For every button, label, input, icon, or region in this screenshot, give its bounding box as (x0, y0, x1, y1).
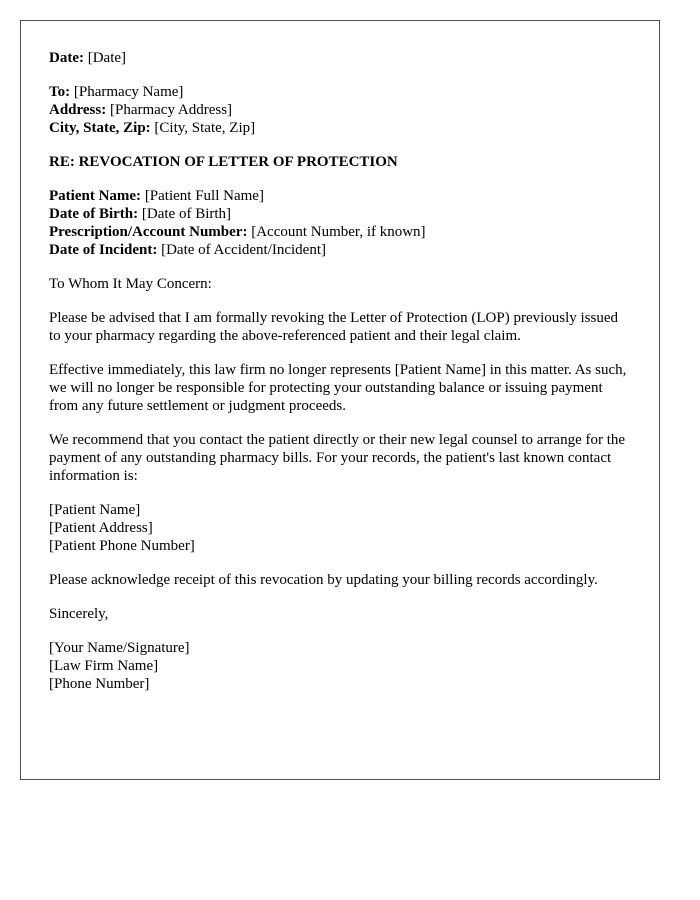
patient-name-value: [Patient Full Name] (144, 188, 264, 204)
signature-line-name: [Your Name/Signature] (49, 640, 190, 656)
to-label: To: (49, 84, 71, 100)
signature-block (49, 639, 631, 693)
to-line (49, 83, 631, 101)
paragraph-representation: Effective immediately, this law firm no longer represents [Patient Name] in this matter. As such, we will no longer be responsible for protecting your outstanding balance or issuing payment from any future settlement or judgment proceeds. (49, 362, 627, 414)
patient-contact-block (49, 501, 631, 555)
paragraph-recommendation: We recommend that you contact the patient directly or their new legal counsel to arrange for the payment of any outstanding pharmacy bills. For your records, the patient's last known contact information is: (49, 432, 626, 484)
incident-label: Date of Incident: (49, 242, 158, 258)
date-block (49, 49, 631, 67)
letter-page (20, 20, 660, 780)
closing: Sincerely, (49, 606, 109, 622)
date-label: Date: (49, 50, 84, 66)
patient-name-label: Patient Name: (49, 188, 142, 204)
salutation: To Whom It May Concern: (49, 276, 212, 292)
date-value: [Date] (87, 50, 127, 66)
signature-line-phone: [Phone Number] (49, 676, 150, 692)
signature-line-firm: [Law Firm Name] (49, 658, 159, 674)
contact-line-address: [Patient Address] (49, 520, 153, 536)
address-value: [Pharmacy Address] (109, 102, 233, 118)
date-line (49, 49, 631, 67)
account-label: Prescription/Account Number: (49, 224, 248, 240)
address-line (49, 101, 631, 119)
city-line (49, 119, 631, 137)
dob-label: Date of Birth: (49, 206, 139, 222)
to-value: [Pharmacy Name] (73, 84, 184, 100)
contact-line-name: [Patient Name] (49, 502, 141, 518)
patient-block (49, 187, 631, 259)
city-label: City, State, Zip: (49, 120, 151, 136)
city-value: [City, State, Zip] (154, 120, 256, 136)
incident-value: [Date of Accident/Incident] (161, 242, 327, 258)
account-value: [Account Number, if known] (251, 224, 426, 240)
contact-line-phone: [Patient Phone Number] (49, 538, 195, 554)
patient-name-line (49, 187, 631, 205)
incident-line (49, 241, 631, 259)
paragraph-revocation: Please be advised that I am formally revoking the Letter of Protection (LOP) previously issued to your pharmacy regarding the above-referenced patient and their legal claim. (49, 310, 619, 344)
dob-line (49, 205, 631, 223)
subject-line: RE: REVOCATION OF LETTER OF PROTECTION (49, 154, 398, 170)
recipient-block (49, 83, 631, 137)
account-line (49, 223, 631, 241)
dob-value: [Date of Birth] (141, 206, 232, 222)
paragraph-acknowledge: Please acknowledge receipt of this revocation by updating your billing records accordingly. (49, 572, 598, 588)
address-label: Address: (49, 102, 107, 118)
